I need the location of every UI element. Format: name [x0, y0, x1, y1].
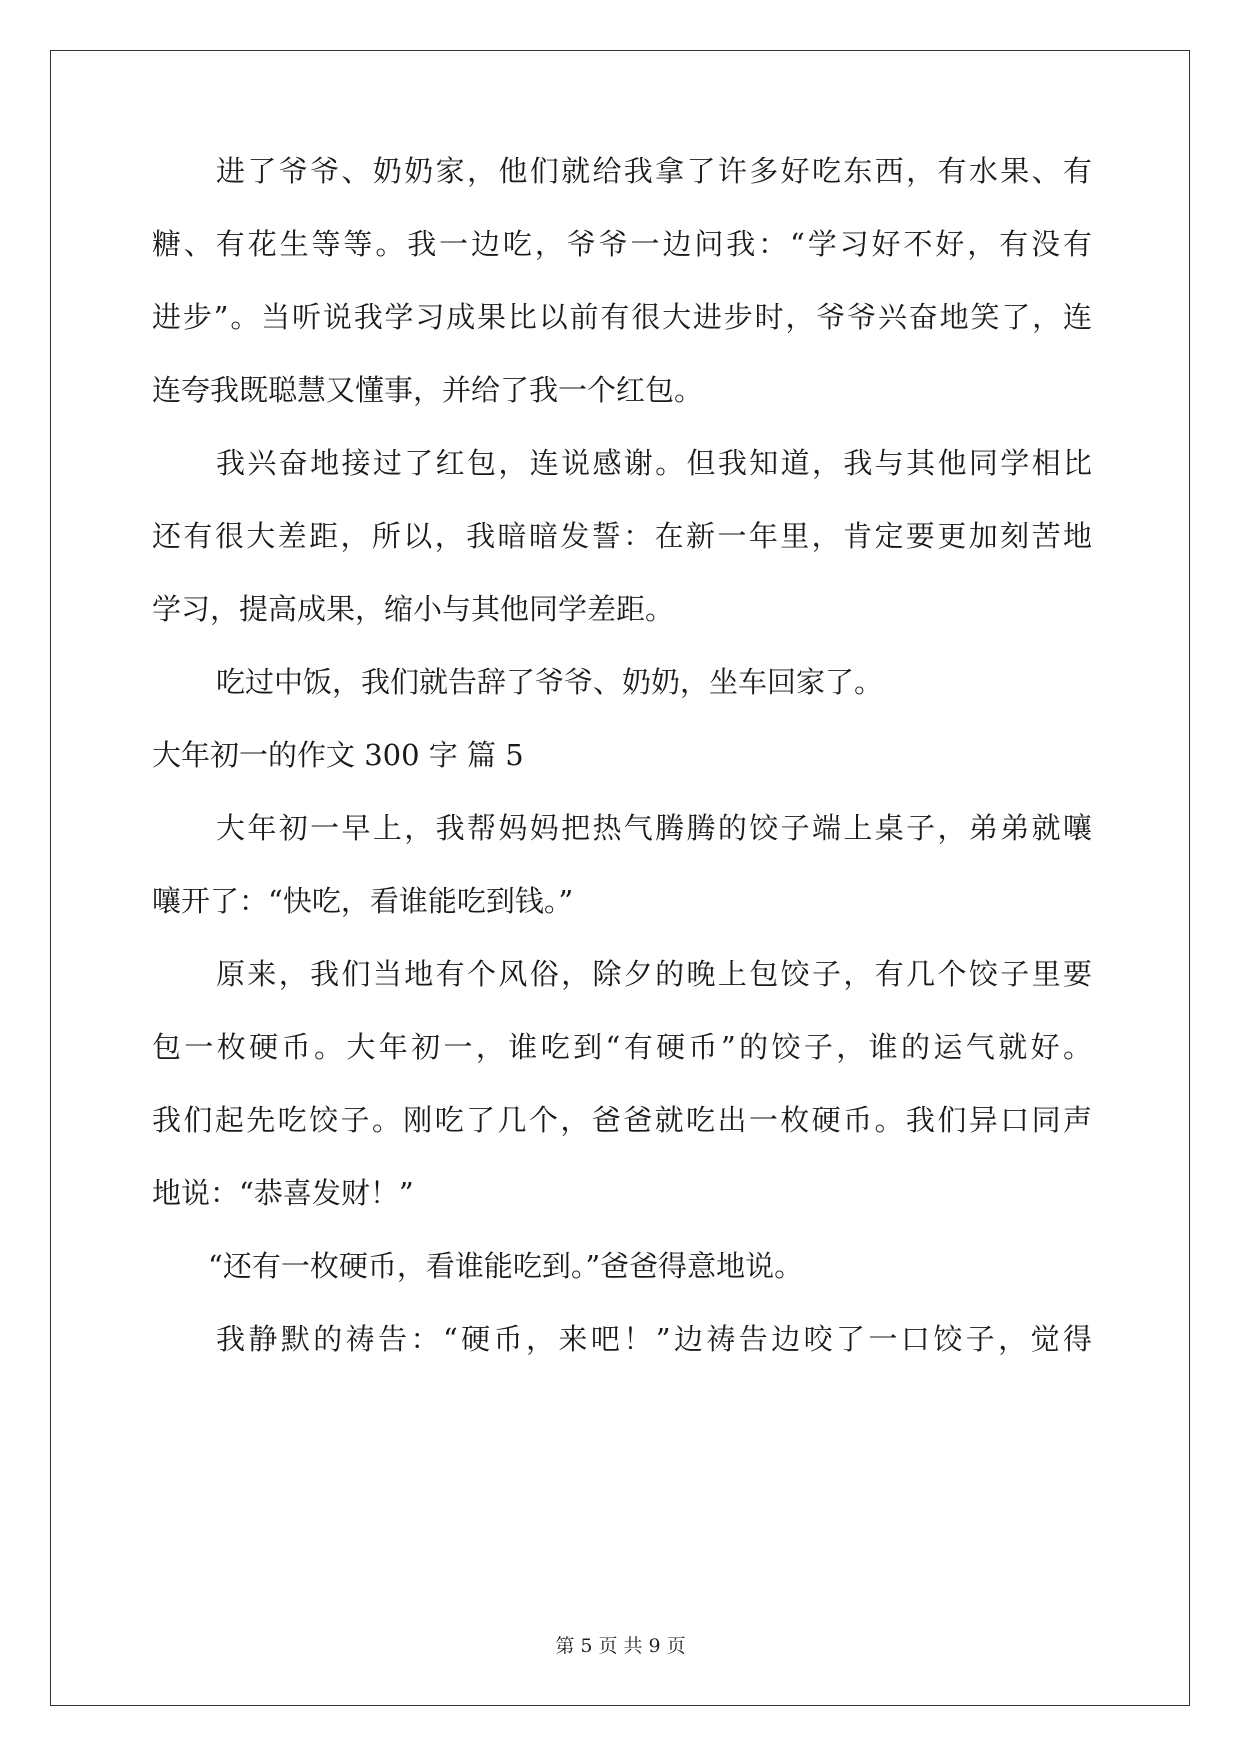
- text-line: 我静默的祷告：“硬币，来吧！”边祷告边咬了一口饺子，觉得: [216, 1322, 1092, 1356]
- text-line: 我们起先吃饺子。刚吃了几个，爸爸就吃出一枚硬币。我们异口同声: [152, 1103, 1092, 1137]
- text-line: 进了爷爷、奶奶家，他们就给我拿了许多好吃东西，有水果、有: [216, 154, 1092, 188]
- text-line: 嚷开了：“快吃，看谁能吃到钱。”: [152, 884, 574, 918]
- section-heading: 大年初一的作文 300 字 篇 5: [152, 738, 524, 772]
- text-line: 我兴奋地接过了红包，连说感谢。但我知道，我与其他同学相比: [216, 446, 1092, 480]
- text-line: 学习，提高成果，缩小与其他同学差距。: [152, 592, 675, 626]
- text-line: 连夸我既聪慧又懂事，并给了我一个红包。: [152, 373, 704, 407]
- text-line: 吃过中饭，我们就告辞了爷爷、奶奶，坐车回家了。: [216, 665, 884, 699]
- text-line: 大年初一早上，我帮妈妈把热气腾腾的饺子端上桌子，弟弟就嚷: [216, 811, 1092, 845]
- text-line: 进步”。当听说我学习成果比以前有很大进步时，爷爷兴奋地笑了，连: [152, 300, 1092, 334]
- text-line: 还有很大差距，所以，我暗暗发誓：在新一年里，肯定要更加刻苦地: [152, 519, 1092, 553]
- text-line: 地说：“恭喜发财！”: [152, 1176, 414, 1210]
- text-line: 糖、有花生等等。我一边吃，爷爷一边问我：“学习好不好，有没有: [152, 227, 1092, 261]
- page-number-footer: 第 5 页 共 9 页: [555, 1635, 686, 1657]
- text-line: 包一枚硬币。大年初一，谁吃到“有硬币”的饺子，谁的运气就好。: [152, 1030, 1092, 1064]
- text-line: “还有一枚硬币，看谁能吃到。”爸爸得意地说。: [208, 1249, 804, 1283]
- text-line: 原来，我们当地有个风俗，除夕的晚上包饺子，有几个饺子里要: [216, 957, 1092, 991]
